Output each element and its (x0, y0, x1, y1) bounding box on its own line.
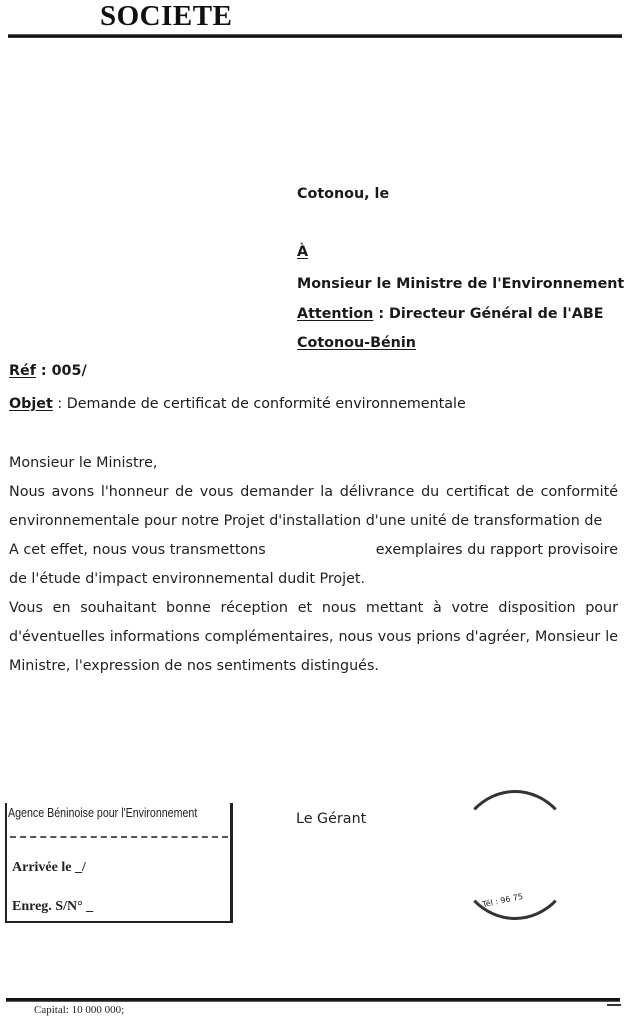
reference-line (9, 363, 87, 379)
footer-capital: Capital: 10 000 000; (34, 1004, 125, 1016)
stamp-agency: Agence Béninoise pour l'Environnement (8, 805, 198, 820)
recipient: Monsieur le Ministre de l'Environnement (297, 276, 624, 292)
place-date: Cotonou, le (297, 186, 390, 202)
company-name: SOCIETE (100, 0, 233, 32)
attention-line (297, 306, 604, 322)
reference-label: Réf (9, 363, 36, 379)
seal-text: Tél : 96 75 (481, 891, 524, 910)
subject-label: Objet (9, 396, 53, 412)
stamp-arrival: Arrivée le _/ (12, 860, 86, 875)
letter-body (9, 449, 618, 681)
paragraph-transmission (9, 536, 618, 594)
subject-line (9, 396, 466, 412)
footer-mark (607, 1004, 621, 1006)
paragraph-closing: Vous en souhaitant bonne réception et nous mettant à votre disposition pour d'éventuelles informations complémentaires, nous vous prions d'agréer, Monsieur le Ministre, l'expression de nos sentiments distingués. (9, 600, 618, 674)
subject-value: : Demande de certificat de conformité environnementale (52, 396, 466, 412)
transmission-start: A cet effet, nous vous transmettons (9, 542, 266, 558)
salutation: Monsieur le Ministre, (9, 455, 158, 471)
transmission-end: exemplaires du rapport provisoire de l'étude d'impact environnemental dudit Projet. (9, 542, 619, 587)
stamp-divider (10, 836, 228, 838)
footer-divider (6, 998, 620, 1002)
header-divider (8, 34, 622, 38)
stamp-registration: Enreg. S/N° _ (12, 899, 94, 914)
attention-label: Attention (297, 306, 374, 322)
signer-title: Le Gérant (296, 811, 367, 827)
recipient-city: Cotonou-Bénin (297, 335, 416, 351)
reference-value: : 005/ (35, 363, 87, 379)
attention-value: : Directeur Général de l'ABE (373, 306, 604, 322)
paragraph-request: Nous avons l'honneur de vous demander la délivrance du certificat de conformité environnementale pour notre Projet d'installation d'une unité de transformation de (9, 484, 618, 529)
to-label: À (297, 244, 309, 260)
